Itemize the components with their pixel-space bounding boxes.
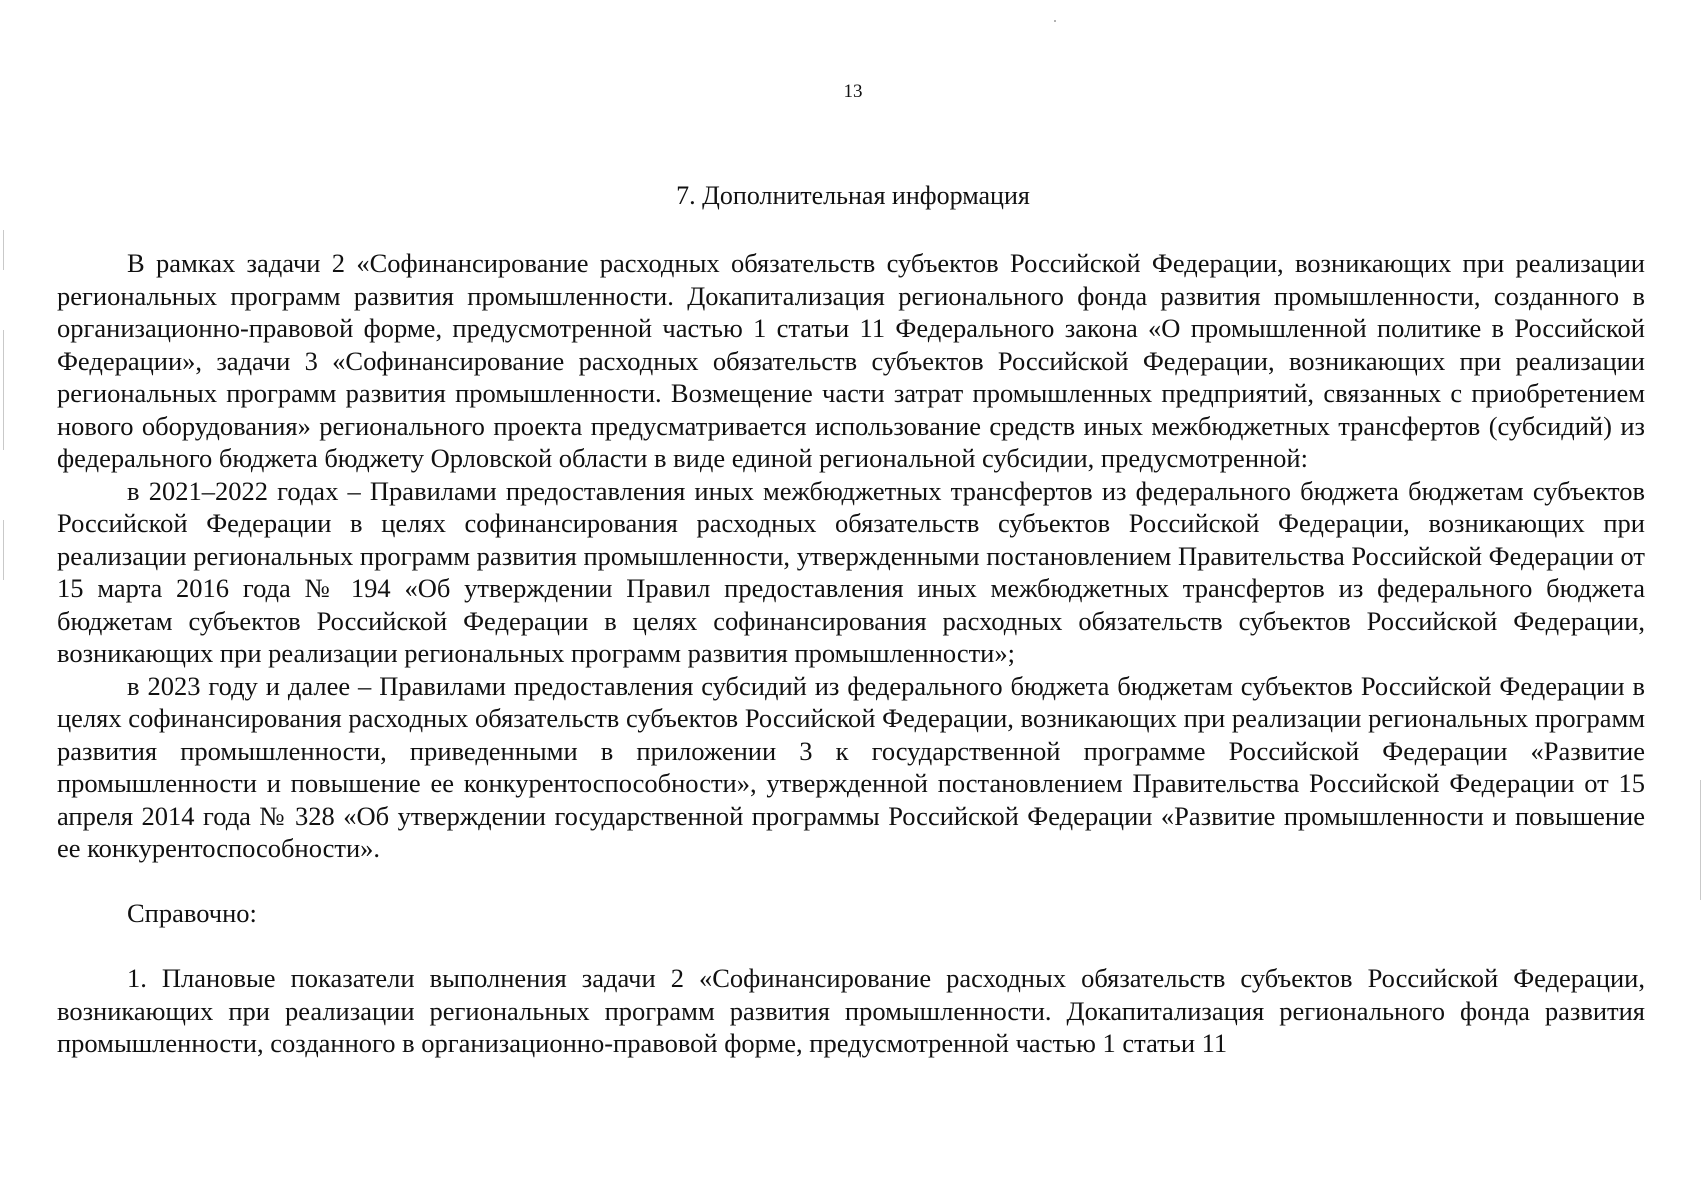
paragraph-intro: В рамках задачи 2 «Софинансирование расходных обязательств субъектов Российской Федерации, возникающих при реализации региональных программ развития промышленности. Докапитализация регионального фонда развития промышленности, созданного в организационно-правовой форме, предусмотренной частью 1 статьи 11 Федерального закона «О промышленной политике в Российской Федерации», задачи 3 «Софинансирование расходных обязательств субъектов Российской Федерации, возникающих при реализации региональных программ развития промышленности. Возмещение части затрат промышленных предприятий, связанных с приобретением нового оборудования» регионального проекта предусматривается использование средств иных межбюджетных трансфертов (субсидий) из федерального бюджета бюджету Орловской области в виде единой региональной субсидии, предусмотренной: xyxy=(57,248,1645,473)
section-title: 7. Дополнительная информация xyxy=(676,181,1030,210)
scan-speck xyxy=(1054,20,1056,22)
spacer xyxy=(57,865,1645,898)
page-number: 13 xyxy=(843,81,863,102)
paragraph-2023: в 2023 году и далее – Правилами предоставления субсидий из федерального бюджета бюджетам субъектов Российской Федерации в целях софинансирования расходных обязательств субъектов Российской Федерации, возникающих при реализации региональных программ развития промышленности, приведенными в приложении 3 к государственной программе Российской Федерации «Развитие промышленности и повышение ее конкурентоспособности», утвержденной постановлением Правительства Российской Федерации от 15 апреля 2014 года № 328 «Об утверждении государственной программы Российской Федерации «Развитие промышленности и повышение ее конкурентоспособности». xyxy=(57,670,1645,863)
reference-item-1: 1. Плановые показатели выполнения задачи 2 «Софинансирование расходных обязательств субъектов Российской Федерации, возникающих при реализации региональных программ развития промышленности. Докапитализация регионального фонда развития промышленности, созданного в организационно-правовой форме, предусмотренной частью 1 статьи 11 xyxy=(57,963,1645,1058)
spacer xyxy=(57,930,1645,963)
paragraph-2021-2022: в 2021–2022 годах – Правилами предоставления иных межбюджетных трансфертов из федерального бюджета бюджетам субъектов Российской Федерации в целях софинансирования расходных обязательств субъектов Российской Федерации, возникающих при реализации региональных программ развития промышленности, утвержденными постановлением Правительства Российской Федерации от 15 марта 2016 года № 194 «Об утверждении Правил предоставления иных межбюджетных трансфертов из федерального бюджета бюджетам субъектов Российской Федерации в целях софинансирования расходных обязательств субъектов Российской Федерации, возникающих при реализации региональных программ развития промышленности»; xyxy=(57,475,1645,668)
document-body xyxy=(57,247,1645,1060)
reference-label: Справочно: xyxy=(127,898,257,928)
